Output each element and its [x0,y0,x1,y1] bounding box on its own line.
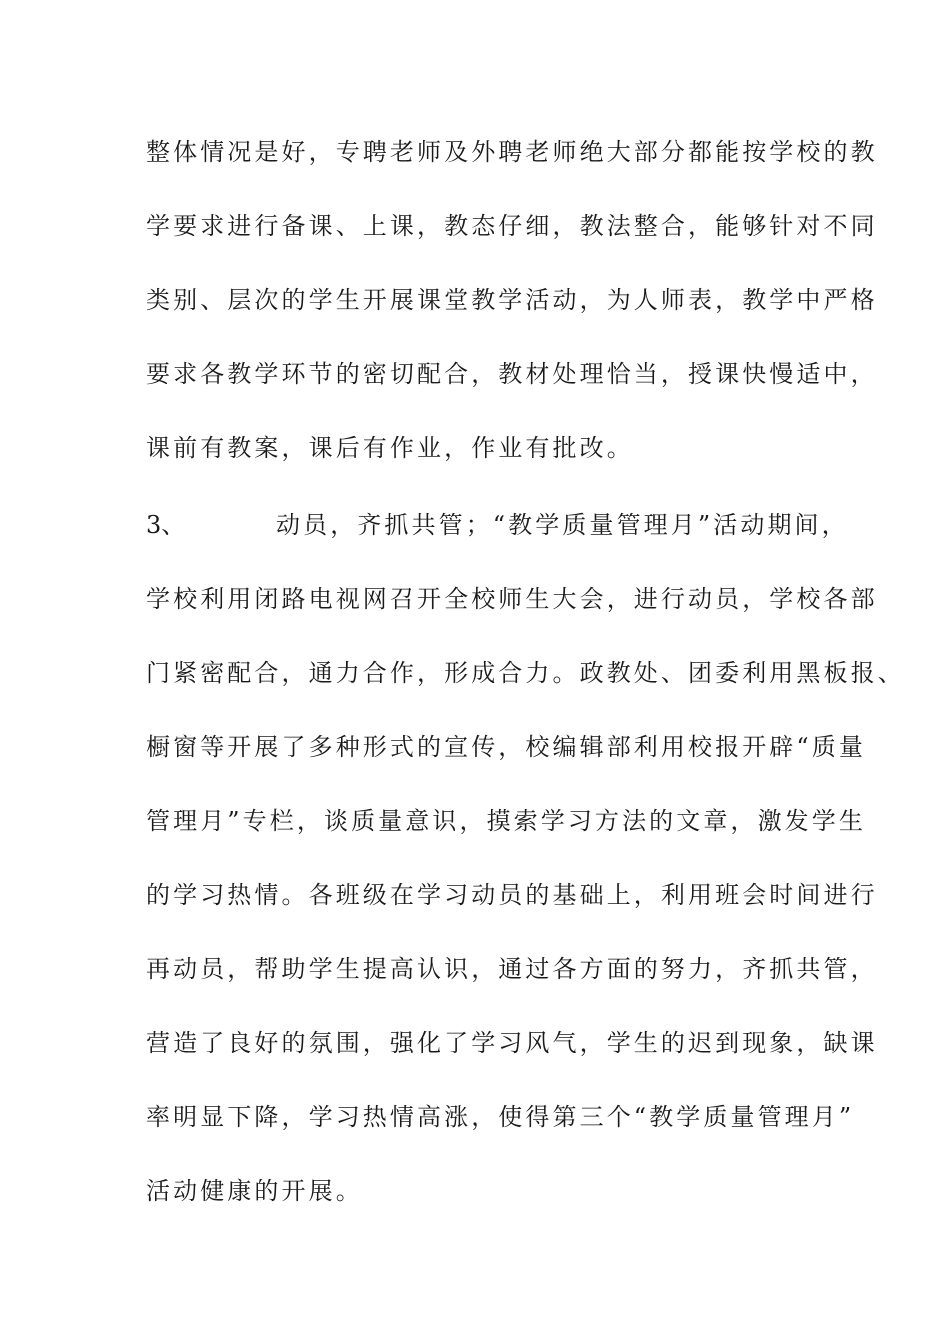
paragraph-line: 橱窗等开展了多种形式的宣传，校编辑部利用校报开辟“质量 [146,733,866,761]
paragraph-line: 学校利用闭路电视网召开全校师生大会，进行动员，学校各部 [146,585,878,613]
paragraph-line: 再动员，帮助学生提高认识，通过各方面的努力，齐抓共管， [146,955,878,983]
paragraph-line: 门紧密配合，通力合作，形成合力。政教处、团委利用黑板报、 [146,659,905,687]
paragraph-line: 学要求进行备课、上课，教态仔细，教法整合，能够针对不同 [146,212,878,240]
paragraph-line: 类别、层次的学生开展课堂教学活动，为人师表，教学中严格 [146,286,878,314]
paragraph-line: 动员，齐抓共管；“教学质量管理月”活动期间， [276,511,849,539]
paragraph-line: 率明显下降，学习热情高涨，使得第三个“教学质量管理月” [146,1103,855,1131]
paragraph-line: 管理月”专栏，谈质量意识，摸索学习方法的文章，激发学生 [146,807,866,835]
paragraph-line: 的学习热情。各班级在学习动员的基础上，利用班会时间进行 [146,881,878,909]
list-item-number: 3、 [146,511,186,539]
paragraph-line: 课前有教案，课后有作业，作业有批改。 [146,434,634,462]
paragraph-line: 整体情况是好，专聘老师及外聘老师绝大部分都能按学校的教 [146,138,878,166]
paragraph-line: 要求各教学环节的密切配合，教材处理恰当，授课快慢适中， [146,360,878,388]
paragraph-line: 营造了良好的氛围，强化了学习风气，学生的迟到现象，缺课 [146,1029,878,1057]
paragraph-line: 活动健康的开展。 [146,1177,363,1205]
